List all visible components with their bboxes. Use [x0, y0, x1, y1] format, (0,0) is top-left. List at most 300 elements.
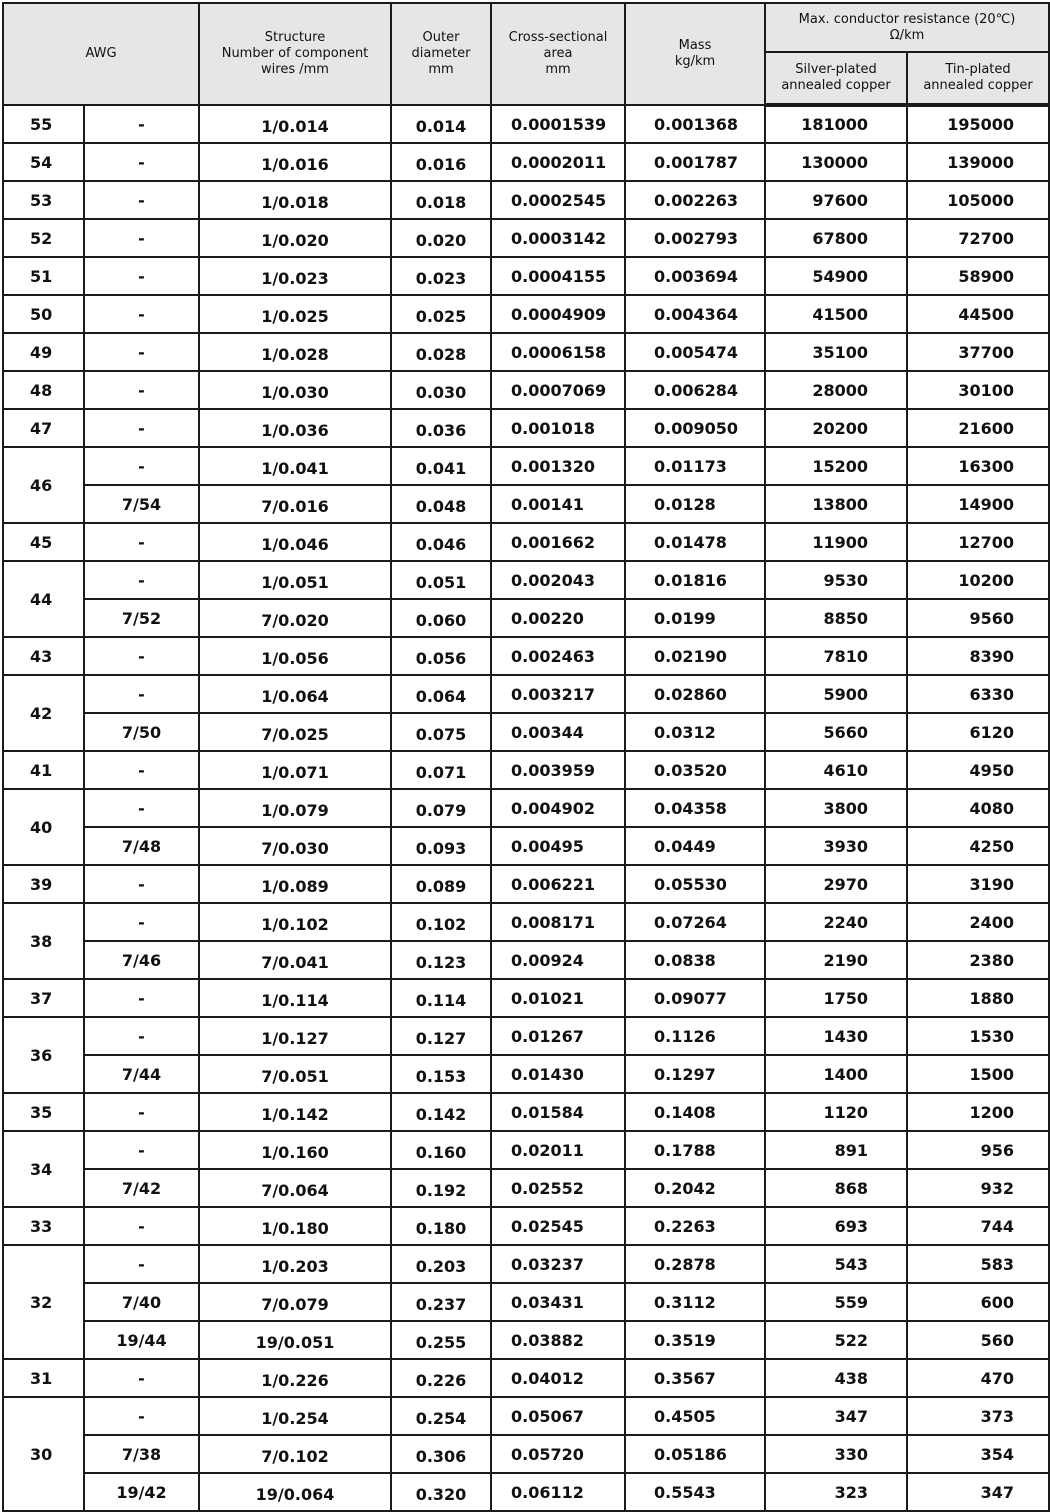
- structure-cell: 7/0.030: [199, 827, 391, 865]
- awg-cell: 51: [3, 257, 84, 295]
- tin-resistance-cell: 3190: [907, 865, 1049, 903]
- sub-awg-cell: -: [84, 1207, 199, 1245]
- tin-resistance-cell: 2400: [907, 903, 1049, 941]
- outer-diameter-cell: 0.079: [391, 789, 491, 827]
- sub-awg-cell: -: [84, 219, 199, 257]
- table-row: [3, 1245, 1049, 1283]
- tin-resistance-cell: 14900: [907, 485, 1049, 523]
- outer-diameter-cell: 0.123: [391, 941, 491, 979]
- silver-resistance-cell: 41500: [765, 295, 907, 333]
- tin-resistance-cell: 72700: [907, 219, 1049, 257]
- cross-sectional-area-cell: 0.0004155: [491, 257, 625, 295]
- tin-resistance-cell: 744: [907, 1207, 1049, 1245]
- table-row: [3, 713, 1049, 751]
- mass-cell: 0.0312: [625, 713, 765, 751]
- header-area-line1: Cross-sectional: [508, 30, 608, 45]
- header-silver-line1: Silver-plated: [795, 62, 877, 77]
- header-resistance-line2: Ω/km: [889, 27, 925, 43]
- outer-diameter-cell: 0.030: [391, 371, 491, 409]
- tin-resistance-cell: 560: [907, 1321, 1049, 1359]
- outer-diameter-cell: 0.018: [391, 181, 491, 219]
- cross-sectional-area-cell: 0.008171: [491, 903, 625, 941]
- cross-sectional-area-cell: 0.01267: [491, 1017, 625, 1055]
- header-outer-diameter: [391, 3, 491, 105]
- cross-sectional-area-cell: 0.001018: [491, 409, 625, 447]
- tin-resistance-cell: 4250: [907, 827, 1049, 865]
- awg-specification-table: [2, 2, 1050, 1512]
- mass-cell: 0.0128: [625, 485, 765, 523]
- mass-cell: 0.03520: [625, 751, 765, 789]
- awg-cell: 55: [3, 105, 84, 143]
- cross-sectional-area-cell: 0.006221: [491, 865, 625, 903]
- outer-diameter-cell: 0.036: [391, 409, 491, 447]
- silver-resistance-cell: 15200: [765, 447, 907, 485]
- silver-resistance-cell: 693: [765, 1207, 907, 1245]
- sub-awg-cell: 7/54: [84, 485, 199, 523]
- cross-sectional-area-cell: 0.0001539: [491, 105, 625, 143]
- sub-awg-cell: -: [84, 1131, 199, 1169]
- awg-cell: 46: [3, 447, 84, 523]
- silver-resistance-cell: 438: [765, 1359, 907, 1397]
- cross-sectional-area-cell: 0.01430: [491, 1055, 625, 1093]
- silver-resistance-cell: 28000: [765, 371, 907, 409]
- mass-cell: 0.4505: [625, 1397, 765, 1435]
- header-outer-line2: diameter: [411, 46, 471, 61]
- outer-diameter-cell: 0.016: [391, 143, 491, 181]
- cross-sectional-area-cell: 0.001320: [491, 447, 625, 485]
- structure-cell: 1/0.114: [199, 979, 391, 1017]
- mass-cell: 0.002793: [625, 219, 765, 257]
- outer-diameter-cell: 0.093: [391, 827, 491, 865]
- sub-awg-cell: -: [84, 523, 199, 561]
- table-row: [3, 1169, 1049, 1207]
- outer-diameter-cell: 0.028: [391, 333, 491, 371]
- cross-sectional-area-cell: 0.02552: [491, 1169, 625, 1207]
- awg-cell: 50: [3, 295, 84, 333]
- table-row: [3, 789, 1049, 827]
- cross-sectional-area-cell: 0.002043: [491, 561, 625, 599]
- cross-sectional-area-cell: 0.01584: [491, 1093, 625, 1131]
- outer-diameter-cell: 0.014: [391, 105, 491, 143]
- awg-cell: 34: [3, 1131, 84, 1207]
- header-max-conductor-resistance: [765, 3, 1049, 52]
- header-structure-line1: Structure: [264, 30, 326, 45]
- structure-cell: 1/0.203: [199, 1245, 391, 1283]
- tin-resistance-cell: 9560: [907, 599, 1049, 637]
- tin-resistance-cell: 58900: [907, 257, 1049, 295]
- awg-cell: 52: [3, 219, 84, 257]
- silver-resistance-cell: 20200: [765, 409, 907, 447]
- tin-resistance-cell: 44500: [907, 295, 1049, 333]
- awg-cell: 30: [3, 1397, 84, 1511]
- sub-awg-cell: -: [84, 409, 199, 447]
- cross-sectional-area-cell: 0.02545: [491, 1207, 625, 1245]
- outer-diameter-cell: 0.127: [391, 1017, 491, 1055]
- mass-cell: 0.1788: [625, 1131, 765, 1169]
- structure-cell: 7/0.102: [199, 1435, 391, 1473]
- cross-sectional-area-cell: 0.003217: [491, 675, 625, 713]
- sub-awg-cell: -: [84, 447, 199, 485]
- cross-sectional-area-cell: 0.00220: [491, 599, 625, 637]
- silver-resistance-cell: 3800: [765, 789, 907, 827]
- cross-sectional-area-cell: 0.05720: [491, 1435, 625, 1473]
- structure-cell: 1/0.025: [199, 295, 391, 333]
- cross-sectional-area-cell: 0.00924: [491, 941, 625, 979]
- cross-sectional-area-cell: 0.003959: [491, 751, 625, 789]
- sub-awg-cell: -: [84, 903, 199, 941]
- structure-cell: 7/0.064: [199, 1169, 391, 1207]
- mass-cell: 0.5543: [625, 1473, 765, 1511]
- cross-sectional-area-cell: 0.03431: [491, 1283, 625, 1321]
- header-outer-line1: Outer: [422, 30, 460, 45]
- cross-sectional-area-cell: 0.0007069: [491, 371, 625, 409]
- mass-cell: 0.01816: [625, 561, 765, 599]
- table-row: [3, 1055, 1049, 1093]
- table-row: [3, 447, 1049, 485]
- header-mass: [625, 3, 765, 105]
- awg-cell: 54: [3, 143, 84, 181]
- structure-cell: 1/0.180: [199, 1207, 391, 1245]
- awg-cell: 36: [3, 1017, 84, 1093]
- silver-resistance-cell: 9530: [765, 561, 907, 599]
- outer-diameter-cell: 0.114: [391, 979, 491, 1017]
- header-outer-line3: mm: [428, 62, 454, 77]
- tin-resistance-cell: 1200: [907, 1093, 1049, 1131]
- sub-awg-cell: -: [84, 751, 199, 789]
- outer-diameter-cell: 0.023: [391, 257, 491, 295]
- outer-diameter-cell: 0.237: [391, 1283, 491, 1321]
- silver-resistance-cell: 891: [765, 1131, 907, 1169]
- table-row: [3, 599, 1049, 637]
- silver-resistance-cell: 67800: [765, 219, 907, 257]
- mass-cell: 0.0199: [625, 599, 765, 637]
- table-row: [3, 295, 1049, 333]
- cross-sectional-area-cell: 0.00495: [491, 827, 625, 865]
- structure-cell: 1/0.064: [199, 675, 391, 713]
- sub-awg-cell: -: [84, 561, 199, 599]
- silver-resistance-cell: 54900: [765, 257, 907, 295]
- silver-resistance-cell: 1400: [765, 1055, 907, 1093]
- awg-cell: 32: [3, 1245, 84, 1359]
- mass-cell: 0.01173: [625, 447, 765, 485]
- table-header: [3, 3, 1049, 105]
- header-awg: AWG: [3, 3, 199, 105]
- mass-cell: 0.001787: [625, 143, 765, 181]
- cross-sectional-area-cell: 0.00344: [491, 713, 625, 751]
- sub-awg-cell: 7/44: [84, 1055, 199, 1093]
- mass-cell: 0.04358: [625, 789, 765, 827]
- mass-cell: 0.1297: [625, 1055, 765, 1093]
- structure-cell: 1/0.160: [199, 1131, 391, 1169]
- header-structure-line3: wires /mm: [261, 62, 329, 77]
- structure-cell: 1/0.020: [199, 219, 391, 257]
- tin-resistance-cell: 470: [907, 1359, 1049, 1397]
- cross-sectional-area-cell: 0.00141: [491, 485, 625, 523]
- structure-cell: 1/0.071: [199, 751, 391, 789]
- tin-resistance-cell: 6120: [907, 713, 1049, 751]
- table-row: [3, 219, 1049, 257]
- silver-resistance-cell: 1120: [765, 1093, 907, 1131]
- outer-diameter-cell: 0.255: [391, 1321, 491, 1359]
- structure-cell: 7/0.041: [199, 941, 391, 979]
- tin-resistance-cell: 1530: [907, 1017, 1049, 1055]
- silver-resistance-cell: 130000: [765, 143, 907, 181]
- mass-cell: 0.004364: [625, 295, 765, 333]
- mass-cell: 0.05530: [625, 865, 765, 903]
- tin-resistance-cell: 21600: [907, 409, 1049, 447]
- sub-awg-cell: 7/38: [84, 1435, 199, 1473]
- table-row: [3, 1359, 1049, 1397]
- awg-cell: 39: [3, 865, 84, 903]
- silver-resistance-cell: 2970: [765, 865, 907, 903]
- sub-awg-cell: 7/46: [84, 941, 199, 979]
- mass-cell: 0.1408: [625, 1093, 765, 1131]
- cross-sectional-area-cell: 0.0003142: [491, 219, 625, 257]
- outer-diameter-cell: 0.020: [391, 219, 491, 257]
- awg-cell: 42: [3, 675, 84, 751]
- header-mass-line2: kg/km: [674, 54, 716, 69]
- silver-resistance-cell: 5900: [765, 675, 907, 713]
- silver-resistance-cell: 4610: [765, 751, 907, 789]
- awg-cell: 35: [3, 1093, 84, 1131]
- header-resistance-line1: Max. conductor resistance (20℃): [798, 11, 1016, 27]
- tin-resistance-cell: 354: [907, 1435, 1049, 1473]
- sub-awg-cell: -: [84, 789, 199, 827]
- structure-cell: 19/0.064: [199, 1473, 391, 1511]
- awg-cell: 43: [3, 637, 84, 675]
- silver-resistance-cell: 5660: [765, 713, 907, 751]
- sub-awg-cell: -: [84, 105, 199, 143]
- structure-cell: 1/0.018: [199, 181, 391, 219]
- table-row: [3, 941, 1049, 979]
- tin-resistance-cell: 16300: [907, 447, 1049, 485]
- outer-diameter-cell: 0.306: [391, 1435, 491, 1473]
- table-row: [3, 865, 1049, 903]
- outer-diameter-cell: 0.203: [391, 1245, 491, 1283]
- sub-awg-cell: -: [84, 637, 199, 675]
- mass-cell: 0.006284: [625, 371, 765, 409]
- tin-resistance-cell: 6330: [907, 675, 1049, 713]
- tin-resistance-cell: 347: [907, 1473, 1049, 1511]
- tin-resistance-cell: 139000: [907, 143, 1049, 181]
- cross-sectional-area-cell: 0.06112: [491, 1473, 625, 1511]
- structure-cell: 1/0.036: [199, 409, 391, 447]
- tin-resistance-cell: 373: [907, 1397, 1049, 1435]
- mass-cell: 0.02860: [625, 675, 765, 713]
- outer-diameter-cell: 0.102: [391, 903, 491, 941]
- table-row: [3, 637, 1049, 675]
- silver-resistance-cell: 181000: [765, 105, 907, 143]
- table-row: [3, 371, 1049, 409]
- mass-cell: 0.009050: [625, 409, 765, 447]
- sub-awg-cell: -: [84, 295, 199, 333]
- structure-cell: 1/0.016: [199, 143, 391, 181]
- header-mass-line1: Mass: [678, 38, 712, 53]
- silver-resistance-cell: 1750: [765, 979, 907, 1017]
- outer-diameter-cell: 0.153: [391, 1055, 491, 1093]
- structure-cell: 7/0.016: [199, 485, 391, 523]
- table-row: [3, 523, 1049, 561]
- awg-cell: 53: [3, 181, 84, 219]
- header-cross-sectional-area: [491, 3, 625, 105]
- mass-cell: 0.2263: [625, 1207, 765, 1245]
- tin-resistance-cell: 195000: [907, 105, 1049, 143]
- outer-diameter-cell: 0.025: [391, 295, 491, 333]
- tin-resistance-cell: 600: [907, 1283, 1049, 1321]
- silver-resistance-cell: 559: [765, 1283, 907, 1321]
- mass-cell: 0.07264: [625, 903, 765, 941]
- mass-cell: 0.001368: [625, 105, 765, 143]
- tin-resistance-cell: 1880: [907, 979, 1049, 1017]
- sub-awg-cell: -: [84, 865, 199, 903]
- mass-cell: 0.3112: [625, 1283, 765, 1321]
- structure-cell: 1/0.089: [199, 865, 391, 903]
- tin-resistance-cell: 10200: [907, 561, 1049, 599]
- header-area-line3: mm: [545, 62, 571, 77]
- silver-resistance-cell: 35100: [765, 333, 907, 371]
- awg-cell: 38: [3, 903, 84, 979]
- table-row: [3, 827, 1049, 865]
- structure-cell: 7/0.020: [199, 599, 391, 637]
- silver-resistance-cell: 522: [765, 1321, 907, 1359]
- structure-cell: 1/0.142: [199, 1093, 391, 1131]
- sub-awg-cell: -: [84, 333, 199, 371]
- silver-resistance-cell: 323: [765, 1473, 907, 1511]
- table-row: [3, 257, 1049, 295]
- outer-diameter-cell: 0.192: [391, 1169, 491, 1207]
- mass-cell: 0.0838: [625, 941, 765, 979]
- table-row: [3, 1397, 1049, 1435]
- table-row: [3, 1473, 1049, 1511]
- sub-awg-cell: -: [84, 1017, 199, 1055]
- mass-cell: 0.09077: [625, 979, 765, 1017]
- outer-diameter-cell: 0.060: [391, 599, 491, 637]
- outer-diameter-cell: 0.056: [391, 637, 491, 675]
- silver-resistance-cell: 868: [765, 1169, 907, 1207]
- mass-cell: 0.005474: [625, 333, 765, 371]
- table-row: [3, 333, 1049, 371]
- outer-diameter-cell: 0.226: [391, 1359, 491, 1397]
- table-row: [3, 1283, 1049, 1321]
- tin-resistance-cell: 2380: [907, 941, 1049, 979]
- sub-awg-cell: -: [84, 371, 199, 409]
- sub-awg-cell: -: [84, 1093, 199, 1131]
- table-row: [3, 751, 1049, 789]
- cross-sectional-area-cell: 0.03882: [491, 1321, 625, 1359]
- cross-sectional-area-cell: 0.0004909: [491, 295, 625, 333]
- mass-cell: 0.2878: [625, 1245, 765, 1283]
- outer-diameter-cell: 0.071: [391, 751, 491, 789]
- structure-cell: 1/0.014: [199, 105, 391, 143]
- cross-sectional-area-cell: 0.05067: [491, 1397, 625, 1435]
- sub-awg-cell: -: [84, 1397, 199, 1435]
- cross-sectional-area-cell: 0.0006158: [491, 333, 625, 371]
- outer-diameter-cell: 0.142: [391, 1093, 491, 1131]
- outer-diameter-cell: 0.254: [391, 1397, 491, 1435]
- sub-awg-cell: 7/52: [84, 599, 199, 637]
- silver-resistance-cell: 11900: [765, 523, 907, 561]
- tin-resistance-cell: 956: [907, 1131, 1049, 1169]
- table-row: [3, 409, 1049, 447]
- cross-sectional-area-cell: 0.002463: [491, 637, 625, 675]
- outer-diameter-cell: 0.051: [391, 561, 491, 599]
- mass-cell: 0.01478: [625, 523, 765, 561]
- sub-awg-cell: 7/48: [84, 827, 199, 865]
- sub-awg-cell: -: [84, 1359, 199, 1397]
- awg-cell: 47: [3, 409, 84, 447]
- table-body: [3, 105, 1049, 1511]
- outer-diameter-cell: 0.320: [391, 1473, 491, 1511]
- tin-resistance-cell: 4080: [907, 789, 1049, 827]
- structure-cell: 1/0.127: [199, 1017, 391, 1055]
- structure-cell: 7/0.079: [199, 1283, 391, 1321]
- sub-awg-cell: 19/42: [84, 1473, 199, 1511]
- table-row: [3, 105, 1049, 143]
- outer-diameter-cell: 0.046: [391, 523, 491, 561]
- table-row: [3, 675, 1049, 713]
- silver-resistance-cell: 7810: [765, 637, 907, 675]
- cross-sectional-area-cell: 0.04012: [491, 1359, 625, 1397]
- tin-resistance-cell: 8390: [907, 637, 1049, 675]
- table-row: [3, 1131, 1049, 1169]
- silver-resistance-cell: 8850: [765, 599, 907, 637]
- awg-cell: 37: [3, 979, 84, 1017]
- header-silver-plated: [765, 52, 907, 105]
- mass-cell: 0.003694: [625, 257, 765, 295]
- outer-diameter-cell: 0.041: [391, 447, 491, 485]
- structure-cell: 1/0.254: [199, 1397, 391, 1435]
- silver-resistance-cell: 543: [765, 1245, 907, 1283]
- silver-resistance-cell: 2190: [765, 941, 907, 979]
- sub-awg-cell: 19/44: [84, 1321, 199, 1359]
- tin-resistance-cell: 37700: [907, 333, 1049, 371]
- silver-resistance-cell: 2240: [765, 903, 907, 941]
- table-row: [3, 979, 1049, 1017]
- sub-awg-cell: -: [84, 979, 199, 1017]
- structure-cell: 1/0.041: [199, 447, 391, 485]
- header-structure: [199, 3, 391, 105]
- structure-cell: 1/0.030: [199, 371, 391, 409]
- sub-awg-cell: -: [84, 181, 199, 219]
- tin-resistance-cell: 12700: [907, 523, 1049, 561]
- sub-awg-cell: -: [84, 675, 199, 713]
- mass-cell: 0.2042: [625, 1169, 765, 1207]
- tin-resistance-cell: 30100: [907, 371, 1049, 409]
- awg-cell: 48: [3, 371, 84, 409]
- tin-resistance-cell: 1500: [907, 1055, 1049, 1093]
- outer-diameter-cell: 0.089: [391, 865, 491, 903]
- structure-cell: 1/0.102: [199, 903, 391, 941]
- sub-awg-cell: 7/40: [84, 1283, 199, 1321]
- awg-cell: 44: [3, 561, 84, 637]
- sub-awg-cell: -: [84, 143, 199, 181]
- tin-resistance-cell: 583: [907, 1245, 1049, 1283]
- structure-cell: 1/0.079: [199, 789, 391, 827]
- table-row: [3, 485, 1049, 523]
- silver-resistance-cell: 330: [765, 1435, 907, 1473]
- outer-diameter-cell: 0.160: [391, 1131, 491, 1169]
- table-row: [3, 1017, 1049, 1055]
- header-tin-line2: annealed copper: [923, 78, 1033, 93]
- mass-cell: 0.02190: [625, 637, 765, 675]
- table-row: [3, 181, 1049, 219]
- awg-cell: 33: [3, 1207, 84, 1245]
- cross-sectional-area-cell: 0.03237: [491, 1245, 625, 1283]
- cross-sectional-area-cell: 0.0002545: [491, 181, 625, 219]
- structure-cell: 1/0.023: [199, 257, 391, 295]
- structure-cell: 7/0.025: [199, 713, 391, 751]
- awg-cell: 49: [3, 333, 84, 371]
